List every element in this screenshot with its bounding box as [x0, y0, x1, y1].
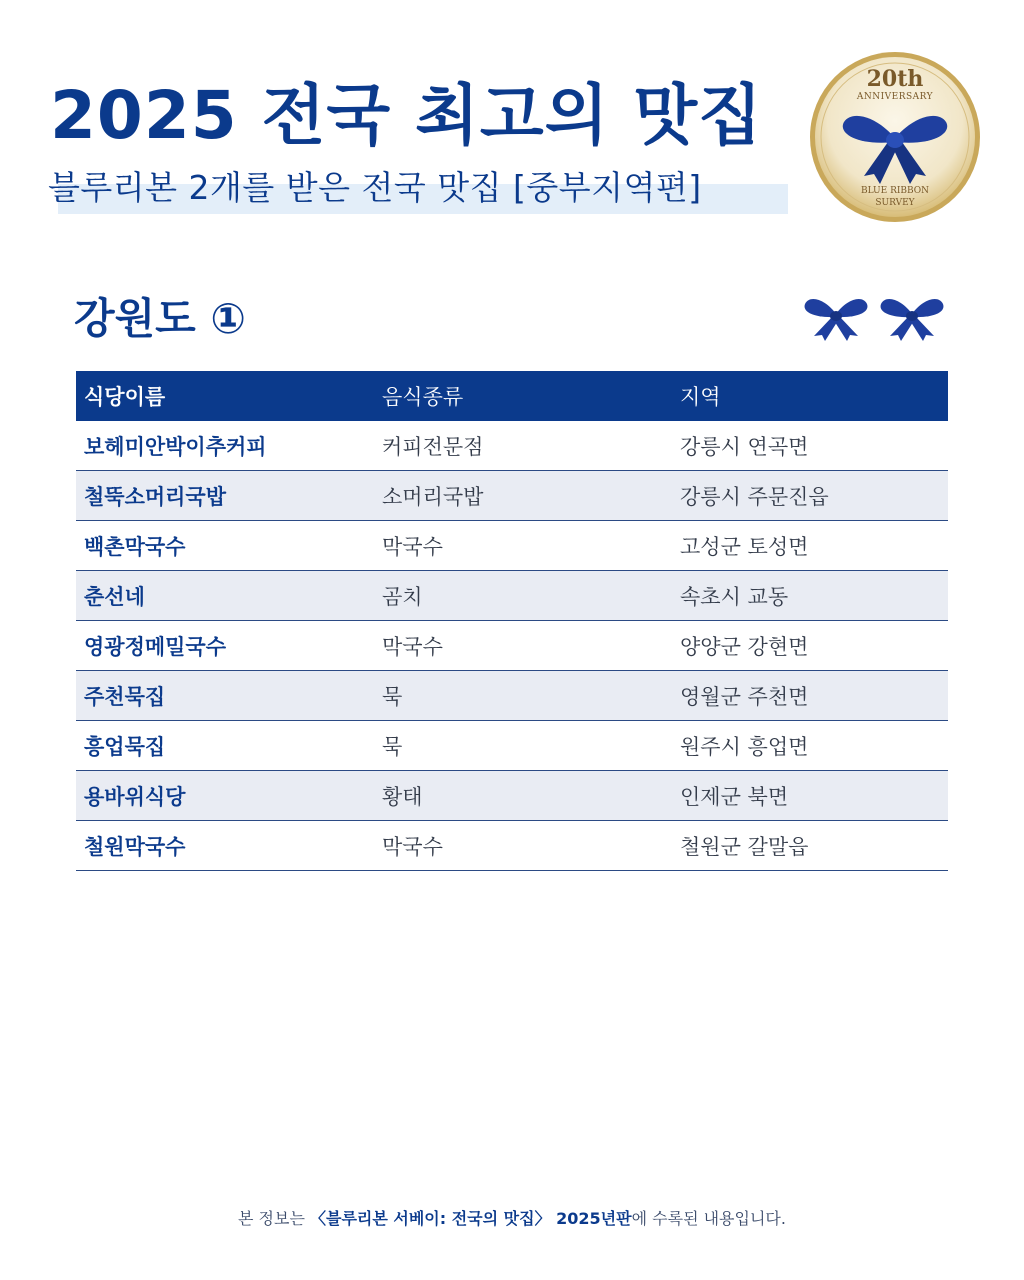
restaurant-name: 철원막국수 — [76, 821, 374, 871]
restaurant-name: 주천묵집 — [76, 671, 374, 721]
food-type: 묵 — [374, 721, 672, 771]
table-row — [76, 671, 948, 721]
restaurant-name: 춘선네 — [76, 571, 374, 621]
food-type: 커피전문점 — [374, 421, 672, 471]
food-type: 황태 — [374, 771, 672, 821]
badge-number: 20th — [866, 66, 924, 92]
table-row — [76, 771, 948, 821]
badge-line1: BLUE RIBBON — [860, 186, 930, 196]
footer-prefix: 본 정보는 — [238, 1209, 310, 1228]
double-ribbon-icon — [800, 290, 950, 342]
table-row — [76, 621, 948, 671]
page-title: 2025 전국 최고의 맛집 — [50, 77, 763, 154]
header-region: 지역 — [672, 371, 948, 421]
region: 속초시 교동 — [672, 571, 948, 621]
food-type: 막국수 — [374, 821, 672, 871]
table-row — [76, 421, 948, 471]
region: 강릉시 주문진읍 — [672, 471, 948, 521]
food-type: 곰치 — [374, 571, 672, 621]
badge-line2: SURVEY — [875, 198, 915, 208]
region: 인제군 북면 — [672, 771, 948, 821]
restaurant-name: 용바위식당 — [76, 771, 374, 821]
footer-suffix: 에 수록된 내용입니다. — [631, 1209, 786, 1228]
food-type: 소머리국밥 — [374, 471, 672, 521]
restaurant-table — [76, 371, 948, 871]
region: 철원군 갈말읍 — [672, 821, 948, 871]
restaurant-name: 보헤미안박이추커피 — [76, 421, 374, 471]
table-row — [76, 721, 948, 771]
footer-note — [0, 1206, 1024, 1229]
table-header-row — [76, 371, 948, 421]
badge-anniversary: ANNIVERSARY — [856, 92, 934, 102]
ribbon-icon-left — [805, 299, 868, 341]
region: 원주시 흥업면 — [672, 721, 948, 771]
region: 양양군 강현면 — [672, 621, 948, 671]
footer-book-title: 〈블루리본 서베이: 전국의 맛집〉 2025년판 — [310, 1209, 632, 1228]
header-type: 음식종류 — [374, 371, 672, 421]
anniversary-badge — [808, 50, 982, 224]
restaurant-name: 백촌막국수 — [76, 521, 374, 571]
restaurant-name: 영광정메밀국수 — [76, 621, 374, 671]
food-type: 막국수 — [374, 621, 672, 671]
region: 고성군 토성면 — [672, 521, 948, 571]
food-type: 막국수 — [374, 521, 672, 571]
table-row — [76, 821, 948, 871]
table-row — [76, 521, 948, 571]
table-row — [76, 471, 948, 521]
table-row — [76, 571, 948, 621]
section-title: 강원도 ① — [74, 294, 246, 343]
page-subtitle: 블루리본 2개를 받은 전국 맛집 [중부지역편] — [48, 168, 702, 207]
region: 강릉시 연곡면 — [672, 421, 948, 471]
restaurant-name: 철뚝소머리국밥 — [76, 471, 374, 521]
subtitle-block — [48, 162, 702, 209]
restaurant-name: 흥업묵집 — [76, 721, 374, 771]
header-name: 식당이름 — [76, 371, 374, 421]
region: 영월군 주천면 — [672, 671, 948, 721]
food-type: 묵 — [374, 671, 672, 721]
ribbon-icon-right — [881, 299, 944, 341]
